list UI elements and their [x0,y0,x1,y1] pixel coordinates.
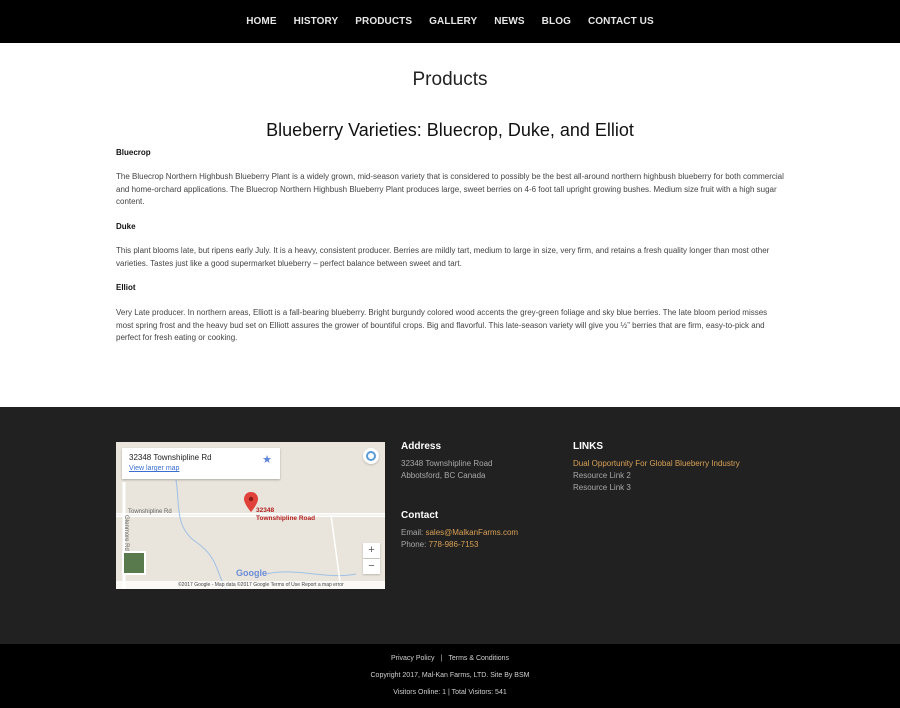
zoom-in-button[interactable]: + [363,543,380,558]
address-line1: 32348 Townshipline Road [401,459,493,468]
nav-item-history[interactable]: HISTORY [293,16,339,27]
pin-label-line2: Townshipline Road [256,515,316,522]
fullscreen-icon[interactable] [363,448,379,464]
satellite-toggle[interactable] [122,551,146,575]
page-title: Products [412,69,488,90]
terms-link[interactable]: Terms & Conditions [448,655,510,662]
link-resource-3[interactable]: Resource Link 3 [573,483,631,492]
variety-name-duke: Duke [116,222,136,231]
visitor-counter: Visitors Online: 1 | Total Visitors: 541 [393,689,507,696]
links-list [573,458,743,494]
pin-label-line1: 32348 [256,507,275,514]
nav-menu [0,0,900,40]
legal-separator: | [440,655,443,662]
bottom-bar [0,644,900,708]
links-heading: LINKS [573,441,603,452]
phone-label: Phone: [401,540,427,549]
location-map[interactable] [116,442,385,589]
nav-item-news[interactable]: NEWS [494,16,525,27]
variety-desc-elliot: Very Late producer. In northern areas, Elliott is a fall-bearing blueberry. Bright burgundy colored wood accents the grey-green foliage and sky blue berries. The late bloom period misses most spring frost and the heavy bud set on Elliott assures the grower of bountiful crops. Big and flavorful. This late-season variety will give you ½” berries that are firm, easy-to-pick and perfect for fresh eating or cooking. [116,308,768,342]
map-card-title: 32348 Townshipline Rd [129,453,212,462]
google-logo: Google [236,568,267,578]
footer [0,407,900,644]
map-info-card [122,448,280,479]
side-road-label: Glenmore Rd [122,515,129,551]
email-link[interactable]: sales@MalkanFarms.com [425,528,519,537]
nav-item-home[interactable]: HOME [246,16,277,27]
link-resource-2[interactable]: Resource Link 2 [573,471,631,480]
phone-link[interactable]: 778-986-7153 [428,540,479,549]
legal-links [0,655,900,662]
section-heading: Blueberry Varieties: Bluecrop, Duke, and Elliot [266,120,634,140]
nav-item-gallery[interactable]: GALLERY [429,16,478,27]
map-attribution: ©2017 Google - Map data ©2017 Google Terms of Use Report a map error [116,581,385,589]
copyright-text: Copyright 2017, Mal-Kan Farms, LTD. Site By BSM [370,672,530,679]
address-heading: Address [401,441,442,452]
save-star-icon[interactable]: ★ [262,454,272,466]
nav-item-contact-us[interactable]: CONTACT US [587,16,654,27]
email-label: Email: [401,528,424,537]
variety-desc-duke: This plant blooms late, but ripens early July. It is a heavy, consistent producer. Berries are mildly tart, medium to large in size, very firm, and retains a fresh quality longer than most other varieties. Tastes just like a good supermarket blueberry – perfect balance between sweet and tart. [116,246,770,268]
nav-item-blog[interactable]: BLOG [541,16,571,27]
nav-item-products[interactable]: PRODUCTS [355,16,413,27]
variety-name-elliot: Elliot [116,283,136,292]
contact-block [401,527,518,551]
address-line2: Abbotsford, BC Canada [401,471,486,480]
map-pin-label [256,507,315,523]
address-block [401,458,492,482]
variety-name-bluecrop: Bluecrop [116,148,151,157]
privacy-policy-link[interactable]: Privacy Policy [390,655,435,662]
zoom-out-button[interactable]: − [363,559,380,574]
link-dual-opportunity[interactable]: Dual Opportunity For Global Blueberry Industry [573,459,740,468]
top-navigation [0,0,900,43]
variety-desc-bluecrop: The Bluecrop Northern Highbush Blueberry Plant is a widely grown, mid-season variety that is considered to possibly be the best all-around northern highbush blueberry for both commercial and home-orchard applications. The Bluecrop Northern Highbush Blueberry Plant produces large, sweet berries on 4-6 foot tall upright growing bushes. Medium size fruit with a high sugar content. [116,172,784,206]
view-larger-map-link[interactable]: View larger map [129,465,180,472]
contact-heading: Contact [401,510,439,521]
road-label: Townshipline Rd [128,509,172,515]
